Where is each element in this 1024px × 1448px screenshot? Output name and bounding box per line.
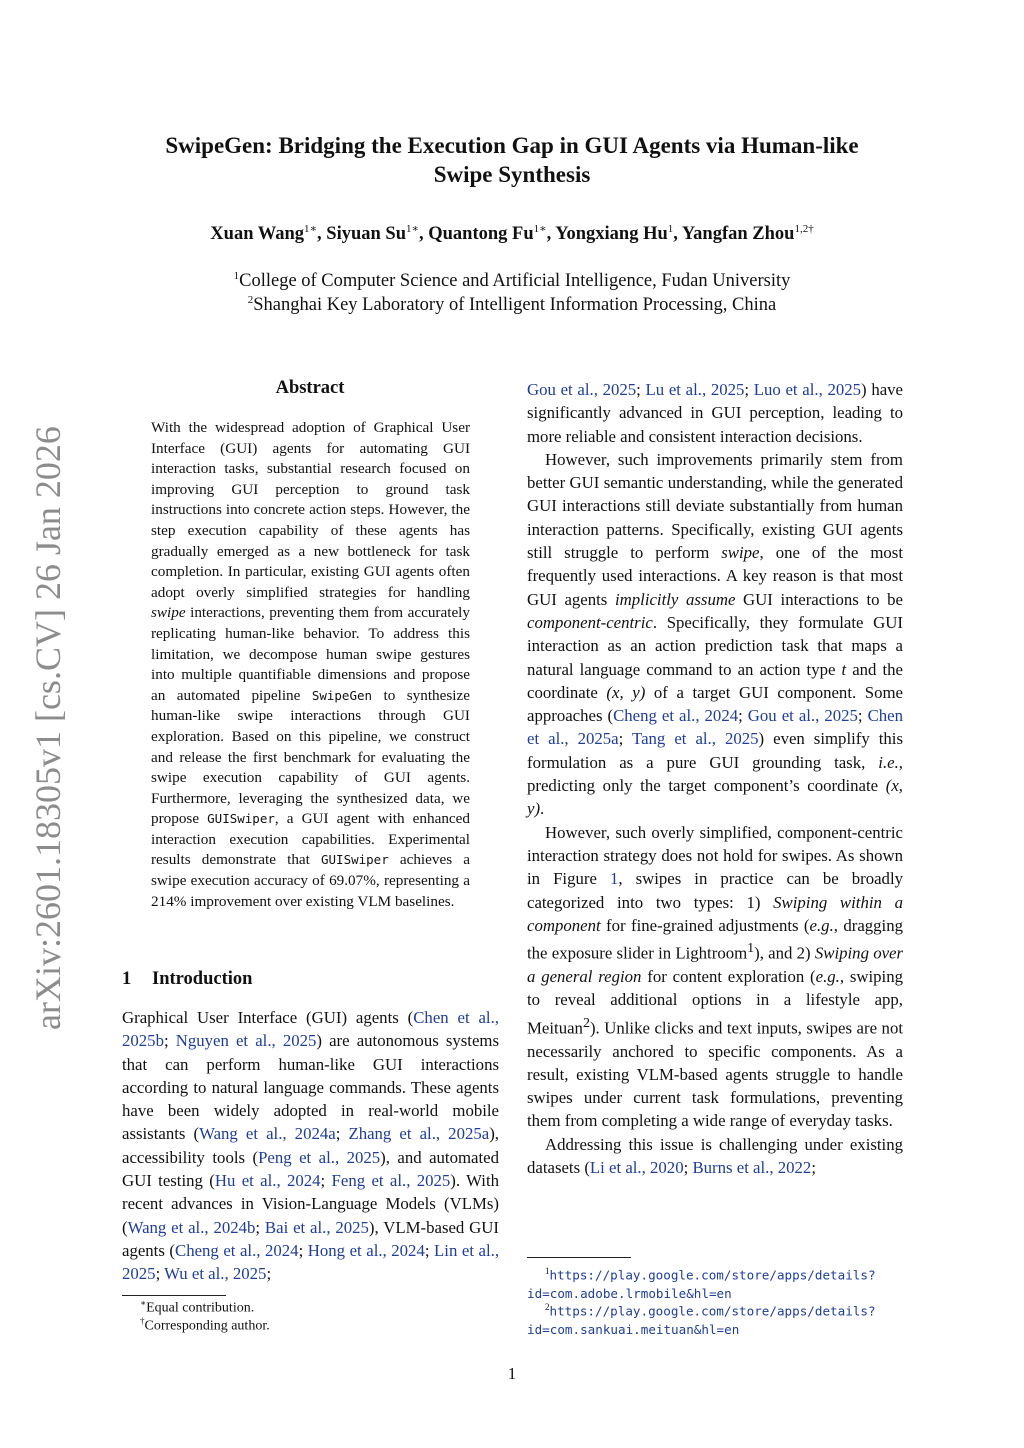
body-text: ). Unlike clicks and text inputs, swipes are not necessarily anchored to specific components. As a result, existing VLM-based agents struggle to handle swipes under current task formulations, preventing them from completing a wide range of everyday tasks. — [527, 1018, 903, 1131]
abstract-text: to synthesize human-like swipe interactions through GUI exploration. Based on this pipeline, we construct and release the first benchmark for evaluating the swipe execution capability of GUI agents. Furthermore, leveraging the synthesized data, we propose — [151, 686, 470, 828]
paragraph — [527, 378, 903, 448]
footnote — [140, 1298, 254, 1317]
abstract-body — [151, 418, 470, 912]
emphasis: component-centric — [527, 612, 653, 632]
body-text: , swipes in practice can be broadly categorized into two types: 1) — [527, 869, 903, 912]
paragraph — [527, 448, 903, 821]
author-marks: 1,2† — [794, 223, 814, 235]
author-name: Xuan Wang — [210, 224, 305, 245]
body-text: . — [540, 799, 545, 819]
footnote-mark[interactable]: 2 — [582, 1015, 590, 1031]
paragraph — [527, 821, 903, 1133]
author-name: Siyuan Su — [326, 224, 406, 245]
citation-link[interactable]: Lu et al., 2025 — [645, 380, 745, 399]
body-text: , dragging the exposure slider in Lightroom — [527, 915, 904, 963]
body-text: ), VLM-based GUI agents ( — [122, 1217, 499, 1260]
title-line-2: Swipe Synthesis — [433, 162, 591, 187]
abstract-text: achieves a swipe execution accuracy of 69.07%, representing a 214% improvement over existing VLM baselines. — [151, 851, 470, 910]
citation-link[interactable]: Chen et al., 2025b — [122, 1008, 499, 1051]
body-text: ; — [266, 1264, 272, 1284]
footnote-mark[interactable]: 1 — [747, 941, 755, 957]
body-text: ; — [636, 380, 646, 399]
author-marks: 1 — [667, 223, 674, 235]
footnote-divider — [122, 1295, 226, 1296]
footnote-divider — [527, 1257, 631, 1258]
abstract-emphasis: swipe — [151, 604, 186, 622]
citation-link[interactable]: Feng et al., 2025 — [331, 1171, 451, 1191]
body-text: , one of the most frequently used interactions. A key reason is that most GUI agents — [527, 543, 903, 609]
intro-right-column — [527, 378, 903, 1179]
body-text: , predicting only the target component’s coordinate — [527, 752, 903, 796]
citation-link[interactable]: Gou et al., 2025 — [747, 706, 858, 726]
citation-link[interactable]: Li et al., 2020 — [589, 1157, 684, 1177]
citation-link[interactable]: Cheng et al., 2024 — [613, 706, 739, 726]
citation-link[interactable]: Hu et al., 2024 — [214, 1171, 321, 1191]
affiliation-text: Shanghai Key Laboratory of Intelligent Information Processing, China — [253, 295, 777, 316]
emphasis: Swiping within a component — [527, 892, 903, 935]
footnote — [527, 1298, 907, 1339]
abstract-heading: Abstract — [275, 378, 345, 398]
body-text: ; — [683, 1157, 693, 1177]
code-term: GUISwiper — [321, 852, 389, 868]
author-name: Quantong Fu — [428, 224, 534, 245]
affiliation — [0, 270, 1024, 292]
body-text: ), and 2) — [754, 943, 815, 963]
math: t — [841, 659, 847, 679]
author-marks: 1∗ — [304, 223, 318, 235]
math: (x, y) — [606, 682, 646, 702]
emphasis: e.g. — [809, 915, 834, 935]
body-text: GUI interactions to be — [735, 589, 903, 609]
body-text: of a target GUI component. Some approaches ( — [527, 682, 903, 726]
affiliation-mark: 2 — [247, 294, 254, 306]
body-text: ; — [857, 706, 868, 726]
footnote-mark: 1 — [545, 1266, 550, 1276]
body-text: ), accessibility tools ( — [122, 1124, 499, 1167]
body-text: ; — [163, 1031, 176, 1051]
citation-link[interactable]: Cheng et al., 2024 — [175, 1240, 299, 1260]
author-list: Xuan Wang$^{1∗}$, Siyuan $Su^{1∗}$, Quantong $Fu^{1∗}$, Yongxiang Hu$^1$, Yangfan Zhou$^{1,2\dagger}$ — [210, 223, 814, 245]
paragraph — [527, 1133, 903, 1180]
body-text: ). With recent advances in Vision-Language Models (VLMs) ( — [122, 1171, 499, 1237]
body-text: for fine-grained adjustments ( — [600, 915, 810, 935]
body-text: and the coordinate — [527, 659, 903, 702]
section-number: 1 — [122, 969, 132, 989]
arxiv-stamp: arXiv:2601.18305v1 [cs.CV] 26 Jan 2026 — [28, 426, 68, 1030]
footnote-mark: 2 — [545, 1302, 550, 1312]
author-name: Yangfan Zhou — [681, 224, 795, 245]
emphasis: i.e. — [878, 752, 899, 772]
footnote-text: Corresponding author. — [144, 1318, 270, 1334]
figure-link[interactable]: 1 — [609, 869, 619, 889]
footnote-text: Equal contribution. — [146, 1300, 255, 1316]
code-term: GUISwiper — [207, 811, 275, 827]
body-text: ; — [811, 1157, 816, 1177]
citation-link[interactable]: Zhang et al., 2025a — [348, 1124, 490, 1144]
section-title: Introduction — [152, 969, 253, 989]
citation-link[interactable]: Bai et al., 2025 — [264, 1217, 369, 1237]
footnote-url[interactable]: https://play.google.com/store/apps/details? — [549, 1303, 876, 1319]
body-text: ; — [298, 1240, 308, 1260]
body-text: Graphical User Interface (GUI) agents ( — [122, 1008, 414, 1027]
citation-link[interactable]: Peng et al., 2025 — [258, 1147, 381, 1167]
body-text: ; — [738, 706, 748, 726]
body-text: ; — [320, 1171, 332, 1191]
citation-link[interactable]: Nguyen et al., 2025 — [175, 1031, 317, 1051]
author-marks: 1∗ — [406, 223, 419, 235]
emphasis: e.g. — [815, 967, 840, 987]
math: (x, y) — [527, 776, 903, 819]
body-text: ; — [744, 380, 754, 399]
author-name: Yongxiang Hu — [555, 224, 668, 245]
body-text: However, such improvements primarily stem from better GUI semantic understanding, while the generated GUI interactions still deviate substantially from human interaction patterns. Specifically, existing GUI agents still struggle to perform — [527, 449, 903, 563]
body-text: ; — [424, 1240, 435, 1260]
body-text: ; — [155, 1264, 165, 1284]
affiliation — [0, 294, 1024, 316]
citation-link[interactable]: Wang et al., 2024a — [199, 1124, 336, 1144]
intro-left-column — [122, 1006, 499, 1286]
citation-link[interactable]: Chen et al., 2025a — [527, 706, 904, 749]
citation-link[interactable]: Burns et al., 2022 — [692, 1157, 812, 1177]
body-text: , swiping to reveal additional options in a lifestyle app, Meituan — [527, 967, 903, 1038]
citation-link[interactable]: Hong et al., 2024 — [307, 1240, 425, 1260]
body-text: ; — [618, 729, 633, 749]
citation-link[interactable]: Wang et al., 2024b — [127, 1217, 256, 1237]
abstract-text: , a GUI agent with enhanced interaction execution capabilities. Experimental results demonstrate that — [151, 810, 470, 869]
footnote-url[interactable]: https://play.google.com/store/apps/details? — [549, 1267, 876, 1283]
abstract-text: With the widespread adoption of Graphical User Interface (GUI) agents for automating GUI interaction tasks, substantial research focused on improving GUI perception to ground task instructions into concrete action steps. However, the step execution capability of these agents has gradually emerged as a new bottleneck for task completion. In particular, existing GUI agents often adopt overly simplified strategies for handling — [151, 419, 470, 601]
body-text: ), and automated GUI testing ( — [122, 1147, 499, 1191]
paper-title — [0, 131, 1024, 189]
emphasis: Swiping over a general region — [527, 943, 904, 987]
affiliation-text: College of Computer Science and Artificial Intelligence, Fudan University — [239, 271, 791, 292]
emphasis: swipe — [721, 543, 760, 563]
citation-link[interactable]: Wu et al., 2025 — [164, 1264, 267, 1284]
footnote-url[interactable]: id=com.adobe.lrmobile&hl=en — [527, 1286, 732, 1302]
citation-link[interactable]: Gou et al., 2025 — [527, 380, 637, 399]
author-marks: 1∗ — [533, 223, 547, 235]
abstract-text: interactions, preventing them from accurately replicating human-like behavior. To address this limitation, we decompose human swipe gestures into multiple quantifiable dimensions and propose an automated pipeline — [151, 604, 470, 704]
body-text: . Specifically, they formulate GUI interaction as an action prediction task that maps a natural language command to an action type — [527, 612, 903, 679]
emphasis: implicitly assume — [614, 589, 736, 609]
body-text: for content exploration ( — [641, 967, 816, 987]
section-heading — [122, 969, 252, 990]
title-line-1: SwipeGen: Bridging the Execution Gap in GUI Agents via Human-like — [165, 133, 859, 158]
citation-link[interactable]: Tang et al., 2025 — [632, 729, 759, 749]
body-text: ) have significantly advanced in GUI perception, leading to more reliable and consistent interaction decisions. — [527, 380, 904, 446]
page-number: 1 — [507, 1364, 517, 1383]
code-term: SwipeGen — [311, 687, 373, 703]
body-text: ; — [335, 1124, 349, 1144]
citation-link[interactable]: Luo et al., 2025 — [753, 380, 862, 399]
body-text: However, such overly simplified, component-centric interaction strategy does not hold for swipes. As shown in Figure — [527, 822, 903, 889]
body-text: ; — [255, 1217, 265, 1237]
body-text: ) even simplify this formulation as a pure GUI grounding task, — [527, 729, 904, 772]
footnote — [140, 1316, 270, 1335]
citation-link[interactable]: Lin et al., 2025 — [122, 1240, 500, 1284]
footnote-url[interactable]: id=com.sankuai.meituan&hl=en — [527, 1322, 740, 1338]
footnote-mark: ∗ — [140, 1298, 147, 1308]
affiliation-mark: 1 — [233, 270, 240, 282]
body-text: Addressing this issue is challenging under existing datasets ( — [527, 1134, 903, 1177]
body-text: ) are autonomous systems that can perform human-like GUI interactions according to natural language commands. These agents have been widely adopted in real-world mobile assistants ( — [122, 1031, 499, 1144]
footnote-mark: † — [140, 1316, 145, 1326]
